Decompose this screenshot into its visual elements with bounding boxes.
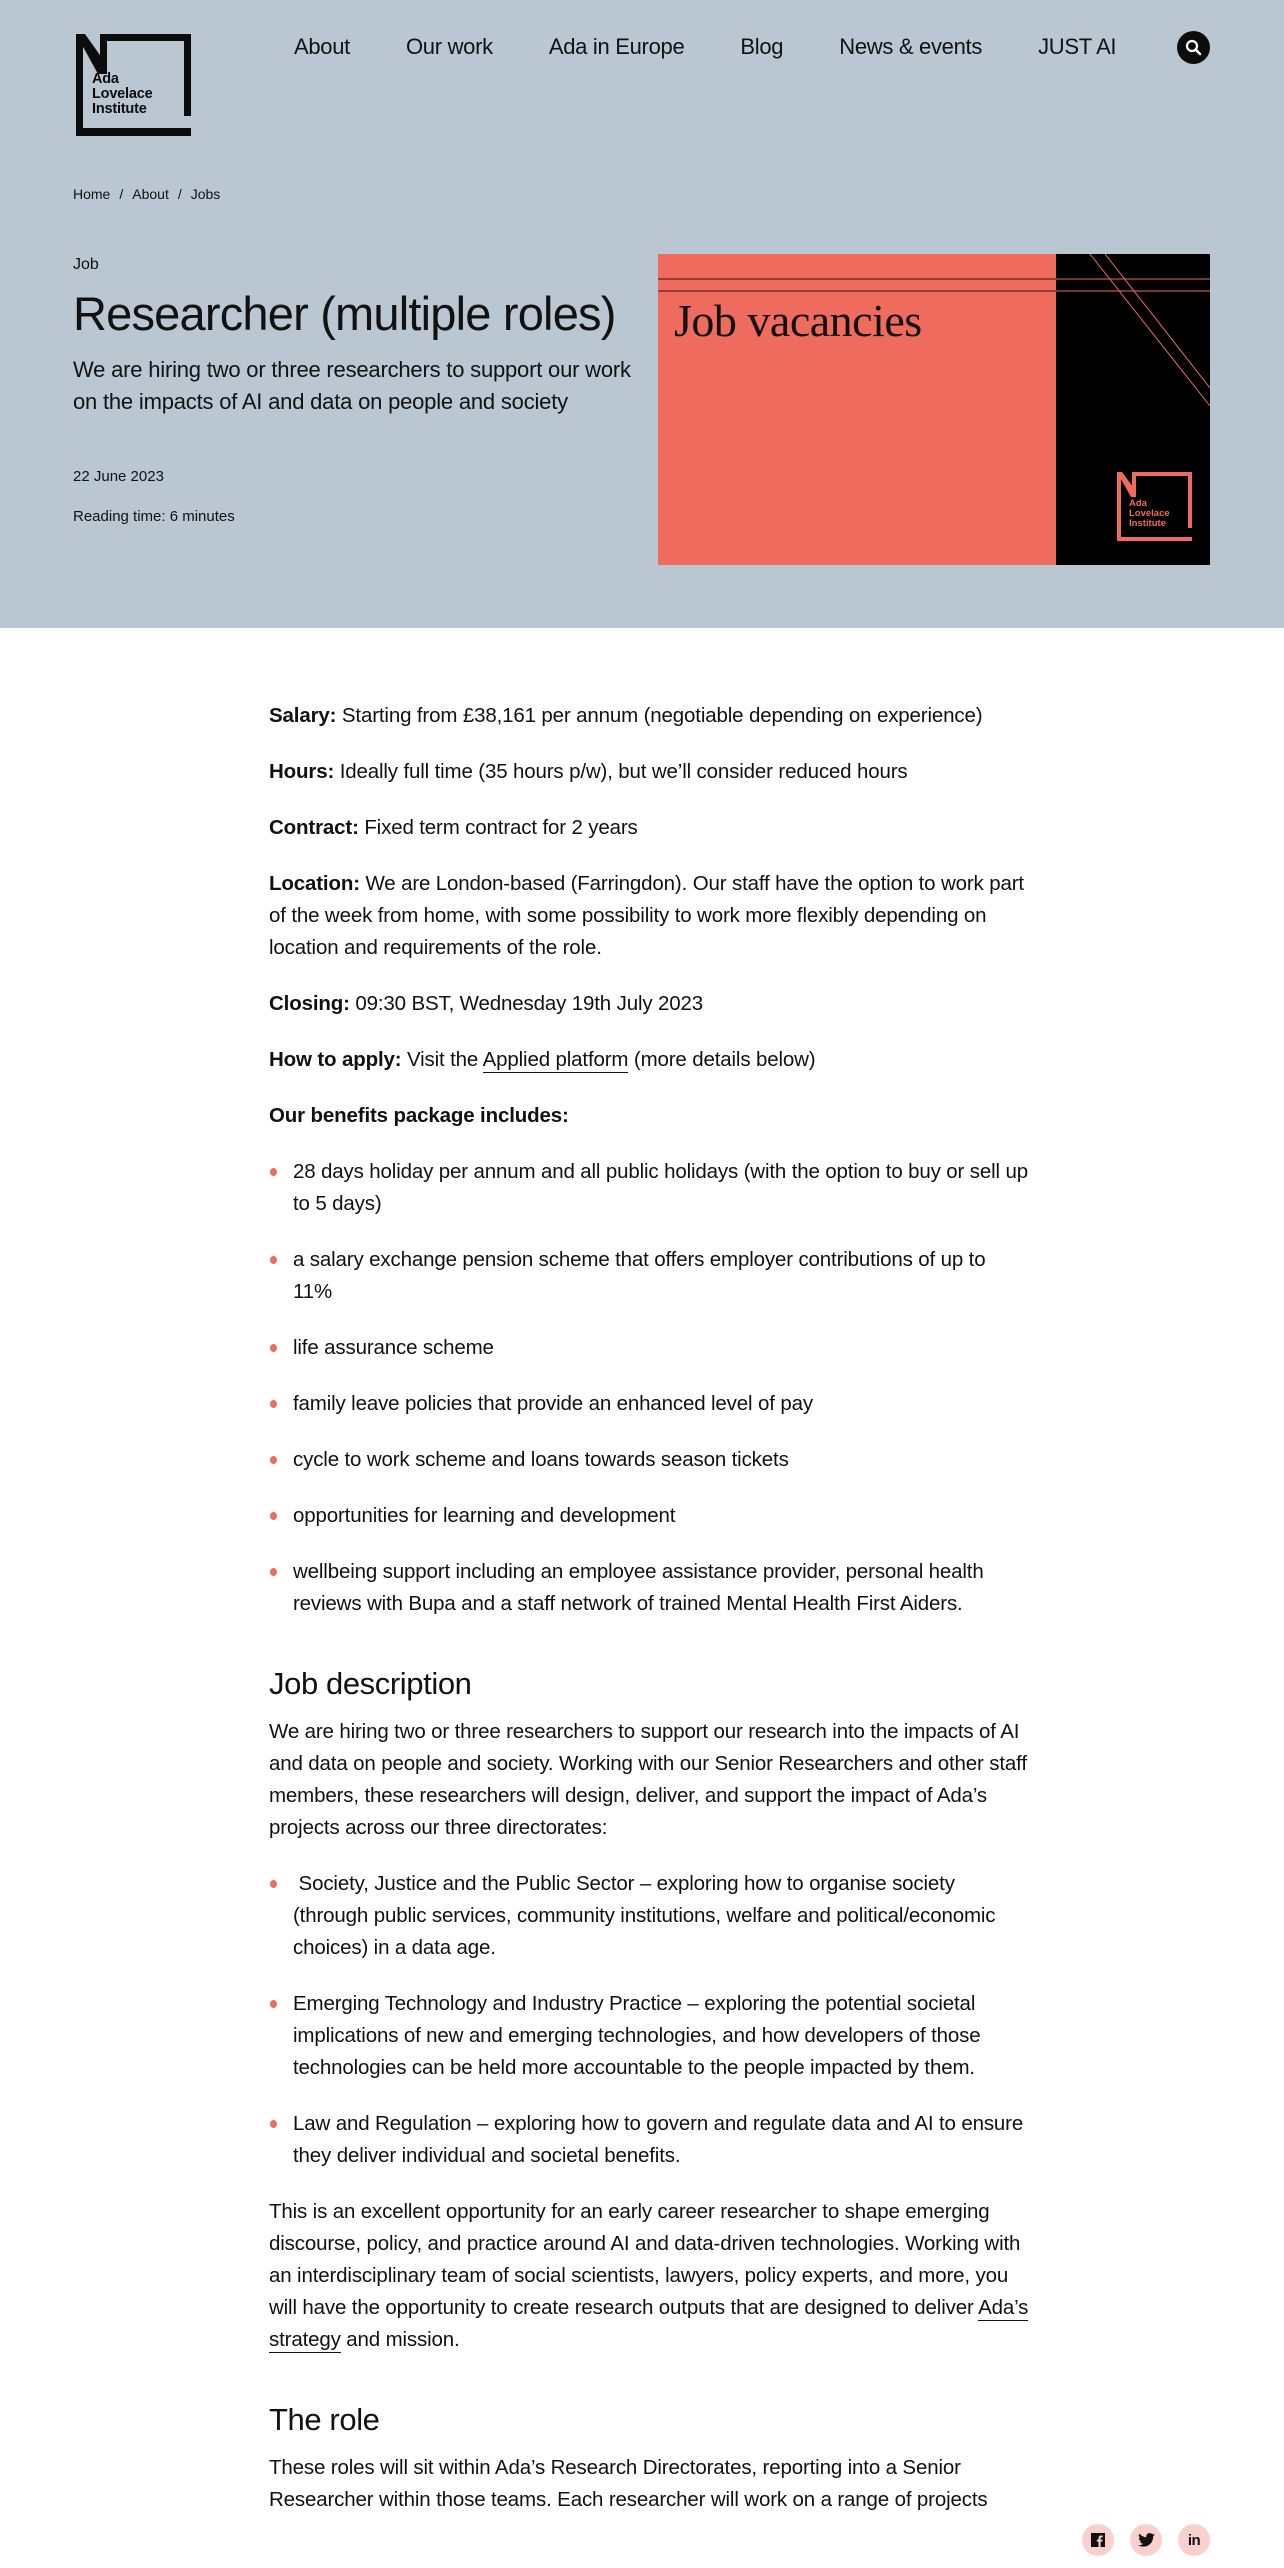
list-item: life assurance scheme bbox=[269, 1332, 1029, 1364]
job-description-intro: We are hiring two or three researchers to support our research into the impacts of AI and data on people and society. Working with our Senior Researchers and other staff members, these researchers will design, deliver, and support the impact of Ada’s projects across our three directorates: bbox=[269, 1720, 1027, 1839]
breadcrumb-home[interactable]: Home bbox=[73, 186, 111, 202]
breadcrumb-separator: / bbox=[177, 186, 182, 202]
detail-closing: Closing: 09:30 BST, Wednesday 19th July 2023 bbox=[269, 992, 704, 1015]
logo-text: Ada Lovelace Institute bbox=[92, 71, 153, 117]
content-type-label: Job bbox=[73, 256, 99, 273]
list-item: 28 days holiday per annum and all public holidays (with the option to buy or sell up to 5 days) bbox=[269, 1156, 1029, 1220]
list-item: Law and Regulation – exploring how to govern and regulate data and AI to ensure they deliver individual and societal benefits. bbox=[269, 2108, 1029, 2172]
article-body bbox=[269, 700, 1029, 2540]
reading-time: Reading time: 6 minutes bbox=[73, 508, 235, 525]
breadcrumb bbox=[73, 186, 220, 202]
nav-our-work[interactable]: Our work bbox=[406, 34, 493, 59]
hero-section bbox=[0, 0, 1284, 628]
the-role-paragraph: These roles will sit within Ada’s Research Directorates, reporting into a Senior Researcher within those teams. Each researcher will work on a range of projects bbox=[269, 2456, 988, 2511]
detail-location: Location: We are London-based (Farringdon). Our staff have the option to work part of the week from home, with some possibility to work more flexibly depending on location and requirements of the role. bbox=[269, 872, 1024, 959]
breadcrumb-separator: / bbox=[119, 186, 124, 202]
nav-news-events[interactable]: News & events bbox=[839, 34, 983, 59]
list-item: opportunities for learning and development bbox=[269, 1500, 1029, 1532]
search-icon bbox=[1185, 39, 1202, 56]
share-twitter-button[interactable] bbox=[1130, 2524, 1162, 2556]
breadcrumb-about[interactable]: About bbox=[132, 186, 169, 202]
share-facebook-button[interactable] bbox=[1082, 2524, 1114, 2556]
list-item: Emerging Technology and Industry Practice – exploring the potential societal implications of new and emerging technologies, and how developers of those technologies can be held more accountable to the people impacted by them. bbox=[269, 1988, 1029, 2084]
facebook-icon bbox=[1091, 2533, 1105, 2547]
opportunity-paragraph: This is an excellent opportunity for an early career researcher to shape emerging discourse, policy, and practice around AI and data-driven technologies. Working with an interdisciplinary team of social scientists, lawyers, policy experts, and more, you will have the opportunity to create research outputs that are designed to deliver Ada’s strategy and mission. bbox=[269, 2200, 1029, 2351]
section-heading-the-role: The role bbox=[269, 2402, 380, 2437]
hero-image-logo: Ada Lovelace Institute bbox=[1116, 471, 1194, 543]
main-nav bbox=[294, 30, 1146, 64]
benefits-heading: Our benefits package includes: bbox=[269, 1104, 569, 1127]
list-item: family leave policies that provide an enhanced level of pay bbox=[269, 1388, 1029, 1420]
ada-strategy-link[interactable]: Ada’s strategy bbox=[269, 2296, 1029, 2351]
site-logo[interactable] bbox=[73, 32, 193, 138]
nav-blog[interactable]: Blog bbox=[740, 34, 784, 59]
detail-how-to-apply: How to apply: Visit the Applied platform (more details below) bbox=[269, 1048, 816, 1071]
directorates-list bbox=[269, 1868, 1029, 2172]
hero-image bbox=[658, 254, 1210, 565]
search-button[interactable] bbox=[1177, 31, 1210, 64]
detail-salary: Salary: Starting from £38,161 per annum (negotiable depending on experience) bbox=[269, 704, 983, 727]
hero-image-title: Job vacancies bbox=[674, 295, 922, 346]
social-share bbox=[1082, 2524, 1210, 2556]
list-item: a salary exchange pension scheme that offers employer contributions of up to 11% bbox=[269, 1244, 1029, 1308]
detail-hours: Hours: Ideally full time (35 hours p/w), but we’ll consider reduced hours bbox=[269, 760, 908, 783]
section-heading-job-description: Job description bbox=[269, 1666, 472, 1701]
share-linkedin-button[interactable] bbox=[1178, 2524, 1210, 2556]
nav-just-ai[interactable]: JUST AI bbox=[1038, 34, 1117, 59]
benefits-list bbox=[269, 1156, 1029, 1620]
nav-about[interactable]: About bbox=[294, 34, 350, 59]
linkedin-icon: in bbox=[1187, 2531, 1201, 2549]
twitter-icon bbox=[1138, 2533, 1155, 2547]
standfirst: We are hiring two or three researchers to support our work on the impacts of AI and data on people and society bbox=[73, 357, 631, 414]
nav-ada-in-europe[interactable]: Ada in Europe bbox=[548, 34, 685, 59]
breadcrumb-jobs[interactable]: Jobs bbox=[190, 186, 221, 202]
detail-contract: Contract: Fixed term contract for 2 years bbox=[269, 816, 638, 839]
applied-platform-link[interactable]: Applied platform bbox=[482, 1048, 629, 1071]
list-item: cycle to work scheme and loans towards season tickets bbox=[269, 1444, 1029, 1476]
publish-date: 22 June 2023 bbox=[73, 468, 164, 485]
list-item: wellbeing support including an employee assistance provider, personal health reviews with Bupa and a staff network of trained Mental Health First Aiders. bbox=[269, 1556, 1029, 1620]
list-item: Society, Justice and the Public Sector – exploring how to organise society (through public services, community institutions, welfare and political/economic choices) in a data age. bbox=[269, 1868, 1029, 1964]
page-title: Researcher (multiple roles) bbox=[73, 287, 616, 340]
